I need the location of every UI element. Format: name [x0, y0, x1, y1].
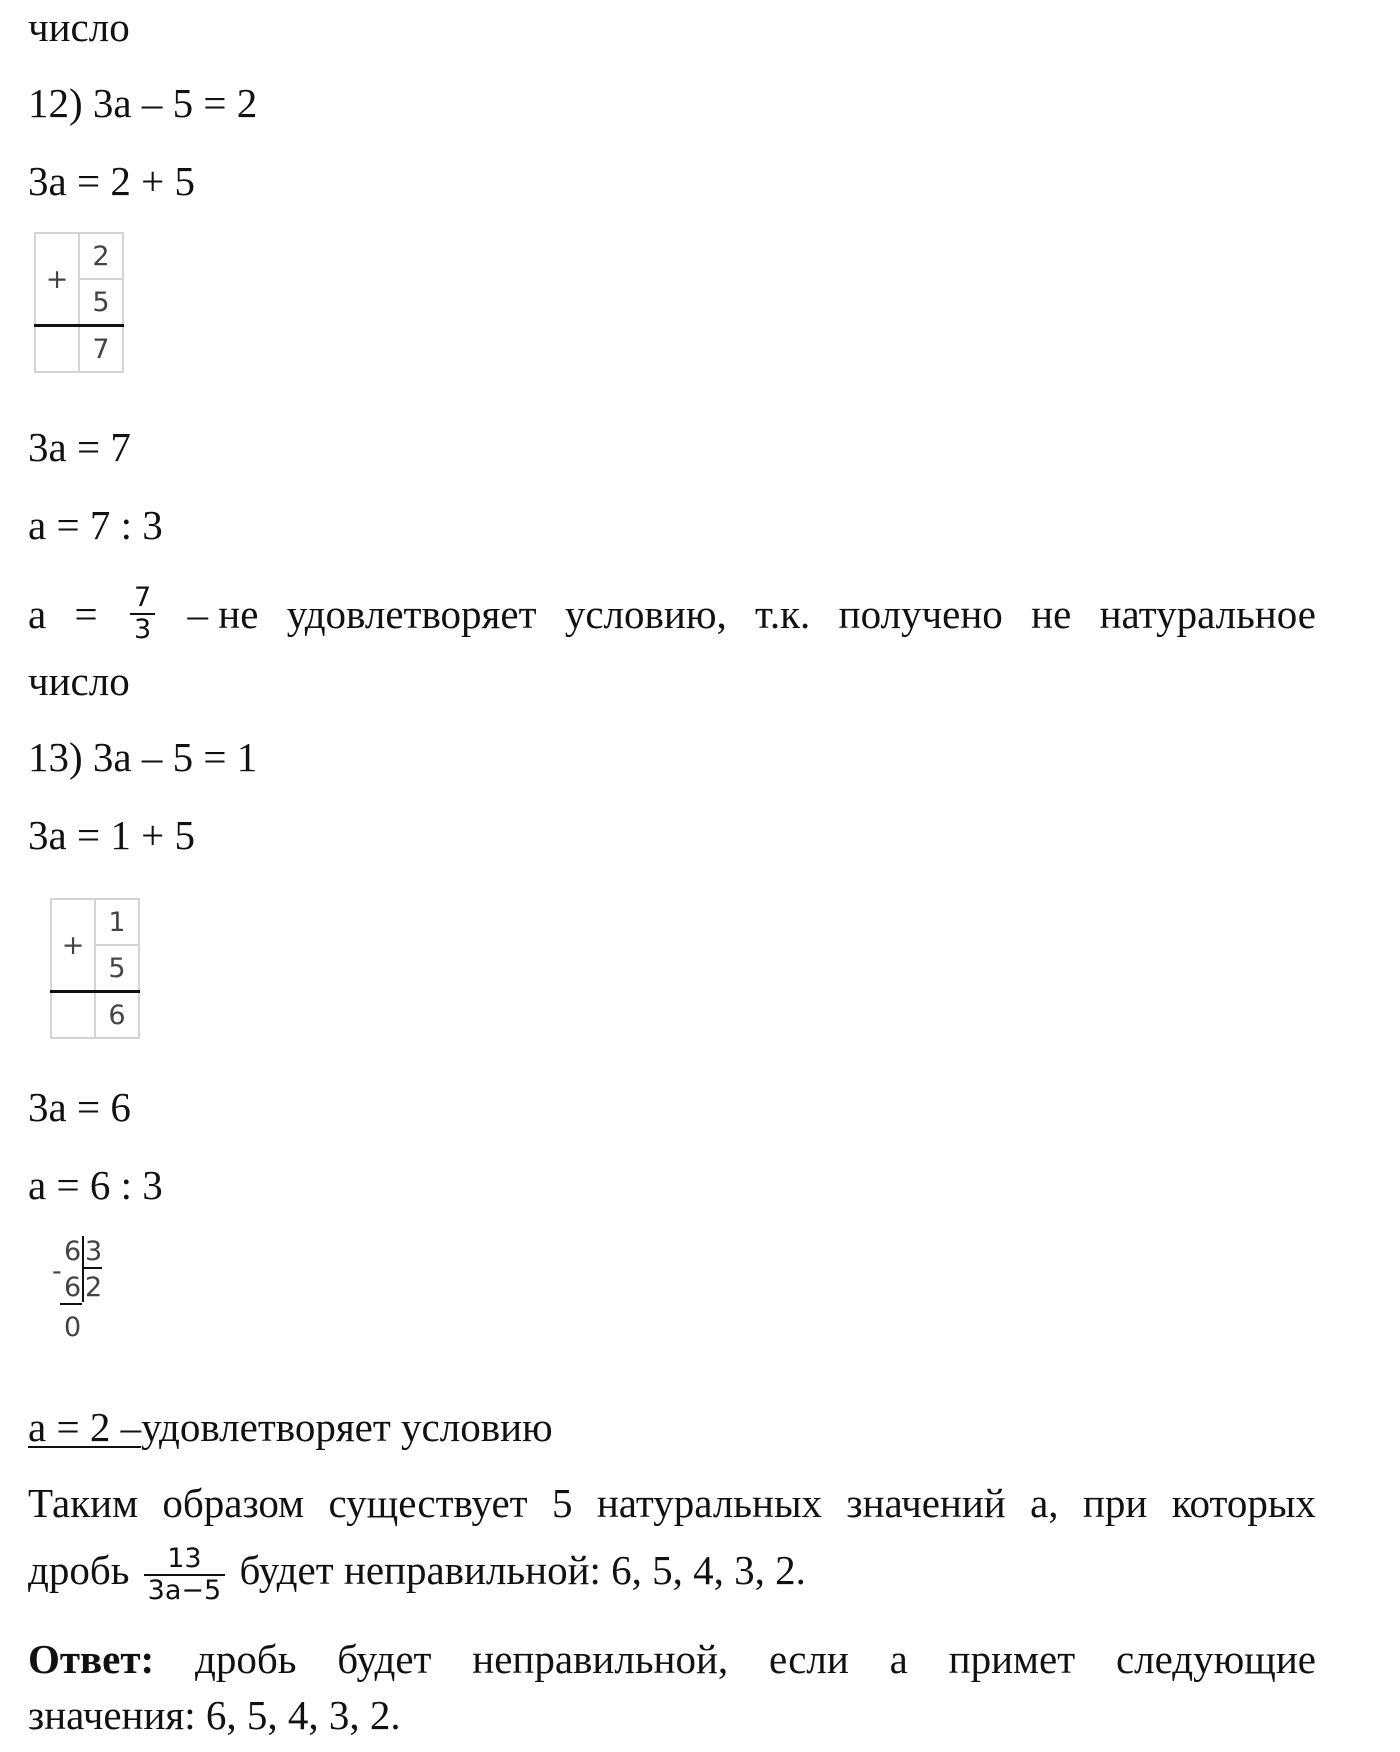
text-word: удовлетворяет	[286, 591, 537, 637]
summary-line-1	[28, 1480, 1316, 1526]
text-word: дробь	[28, 1547, 130, 1593]
text-word: a,	[1030, 1480, 1059, 1526]
fraction-denominator: 3	[130, 613, 155, 645]
text-line: a = 7 : 3	[28, 502, 163, 548]
text-word: значений	[846, 1480, 1006, 1526]
minus-sign: -	[52, 1256, 62, 1287]
text-word: условию,	[564, 591, 727, 637]
long-division	[52, 1236, 140, 1346]
division-horizontal-line	[82, 1267, 102, 1269]
text-word: получено	[838, 591, 1003, 637]
text-line: 3a = 6	[28, 1084, 131, 1130]
fraction	[144, 1544, 226, 1606]
text-word: неправильной,	[472, 1636, 729, 1682]
empty-cell	[51, 992, 95, 1039]
plus-sign: +	[35, 233, 79, 326]
text-line: число	[28, 4, 130, 50]
text-word: примет	[948, 1636, 1076, 1682]
addend: 2	[79, 233, 123, 279]
fraction-numerator: 13	[167, 1542, 202, 1574]
text-word: – не	[187, 591, 259, 637]
text-word: которых	[1171, 1480, 1316, 1526]
answer-line-2: значения: 6, 5, 4, 3, 2.	[28, 1692, 401, 1738]
text-word: 5	[551, 1480, 573, 1526]
section-13-result	[28, 1404, 553, 1450]
text-word: образом	[162, 1480, 305, 1526]
division-underline	[60, 1303, 82, 1305]
text-word: будет	[337, 1636, 432, 1682]
text-word: Таким	[28, 1480, 139, 1526]
empty-cell	[35, 326, 79, 373]
dividend: 6	[64, 1236, 82, 1267]
quotient: 2	[85, 1272, 103, 1303]
addition-table-12	[34, 232, 124, 373]
addend: 5	[79, 279, 123, 326]
text-word: a	[889, 1636, 908, 1682]
text-word: дробь	[195, 1636, 297, 1682]
remainder: 0	[64, 1312, 82, 1343]
division-vertical-line	[82, 1236, 84, 1302]
text-line: 3a = 7	[28, 424, 131, 470]
text-word: натуральных	[596, 1480, 822, 1526]
text-line: 3a = 2 + 5	[28, 158, 195, 204]
text-line: число	[28, 658, 130, 704]
text-word: удовлетворяет условию	[141, 1404, 553, 1450]
answer-line-1	[28, 1636, 1316, 1682]
divisor: 3	[85, 1236, 103, 1267]
underlined-result: a = 2 –	[28, 1404, 142, 1450]
text-word: =	[74, 591, 98, 637]
sum-cell: 6	[95, 992, 139, 1039]
summary-line-2	[28, 1532, 806, 1608]
text-word: т.к.	[755, 591, 811, 637]
fraction	[130, 583, 155, 645]
section-12-result	[28, 578, 1316, 650]
text-line: a = 6 : 3	[28, 1162, 163, 1208]
text-word: следующие	[1115, 1636, 1316, 1682]
text-word: при	[1082, 1480, 1148, 1526]
sum-cell: 7	[79, 326, 123, 373]
text-word: натуральное	[1099, 591, 1316, 637]
addend: 5	[95, 945, 139, 992]
addition-table-13	[50, 898, 140, 1039]
answer-label: Ответ:	[28, 1636, 155, 1682]
subtrahend: 6	[64, 1272, 82, 1303]
text-word: a	[28, 591, 47, 637]
addend: 1	[95, 899, 139, 945]
text-word: если	[768, 1636, 849, 1682]
fraction-numerator: 7	[134, 582, 152, 613]
section-13-header: 13) 3a – 5 = 1	[28, 734, 258, 780]
text-line: 3a = 1 + 5	[28, 812, 195, 858]
plus-sign: +	[51, 899, 95, 992]
text-word: не	[1031, 591, 1072, 637]
fraction-denominator: 3a−5	[144, 1574, 226, 1606]
section-12-header: 12) 3a – 5 = 2	[28, 80, 258, 126]
text-word: существует	[328, 1480, 528, 1526]
text-word: будет неправильной: 6, 5, 4, 3, 2.	[239, 1547, 806, 1593]
